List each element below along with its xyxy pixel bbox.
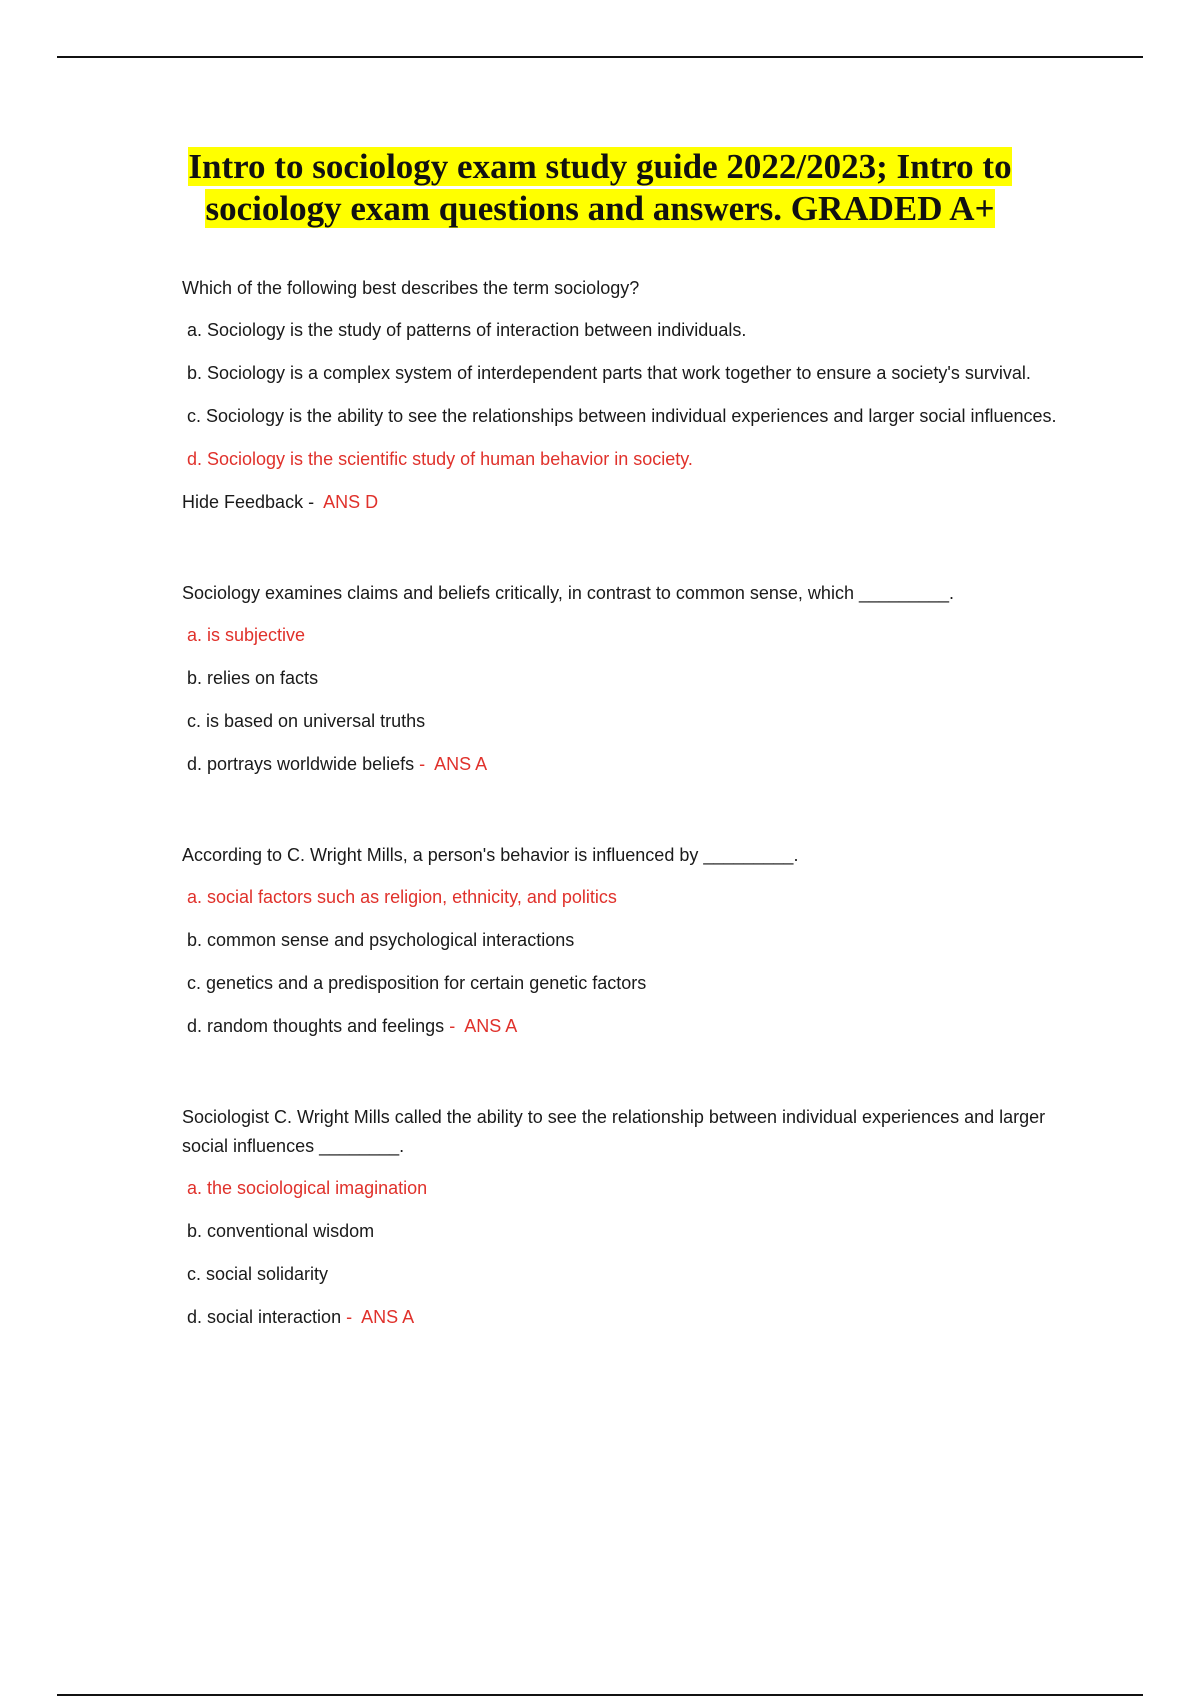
option-c: c. Sociology is the ability to see the relationships between individual experiences and larger social influences.: [187, 406, 1057, 426]
question-4: [182, 1103, 1082, 1332]
option-d: [187, 1303, 1082, 1332]
bottom-rule: [57, 1694, 1143, 1696]
title-block: [150, 146, 1050, 230]
option-c: c. genetics and a predisposition for certain genetic factors: [187, 973, 647, 993]
question-text: Sociologist C. Wright Mills called the ability to see the relationship between individual experiences and larger social influences ________.: [182, 1107, 1046, 1156]
question-text: According to C. Wright Mills, a person's behavior is influenced by _________.: [182, 845, 799, 865]
answer-separator: -: [346, 1307, 353, 1327]
feedback-line: [182, 488, 1082, 517]
question-text: Which of the following best describes the term sociology?: [182, 278, 640, 298]
questions-list: [182, 274, 1082, 1394]
option-d-text: d. portrays worldwide beliefs: [187, 754, 415, 774]
option-c: c. social solidarity: [187, 1264, 329, 1284]
hide-feedback-label[interactable]: Hide Feedback -: [182, 492, 315, 512]
option-d-correct: d. Sociology is the scientific study of human behavior in society.: [187, 449, 693, 469]
answer-separator: -: [449, 1016, 456, 1036]
answer-separator: -: [419, 754, 426, 774]
option-d-text: d. social interaction: [187, 1307, 342, 1327]
option-a: a. Sociology is the study of patterns of interaction between individuals.: [187, 320, 747, 340]
option-a-correct: a. social factors such as religion, ethnicity, and politics: [187, 887, 617, 907]
option-a-correct: a. the sociological imagination: [187, 1178, 428, 1198]
answer-key: ANS A: [361, 1307, 415, 1327]
question-text: Sociology examines claims and beliefs critically, in contrast to common sense, which _________.: [182, 583, 955, 603]
top-rule: [57, 56, 1143, 58]
question-2: [182, 579, 1082, 779]
question-1: [182, 274, 1082, 517]
option-d: [187, 750, 1082, 779]
option-b: b. Sociology is a complex system of interdependent parts that work together to ensure a society's survival.: [187, 363, 1031, 383]
answer-key: ANS D: [323, 492, 379, 512]
option-b: b. conventional wisdom: [187, 1221, 375, 1241]
answer-key: ANS A: [464, 1016, 518, 1036]
document-title: Intro to sociology exam study guide 2022/2023; Intro to sociology exam questions and answers. GRADED A+: [188, 147, 1012, 228]
option-a-correct: a. is subjective: [187, 625, 306, 645]
option-d-text: d. random thoughts and feelings: [187, 1016, 445, 1036]
option-c: c. is based on universal truths: [187, 711, 426, 731]
option-d: [187, 1012, 1082, 1041]
option-b: b. common sense and psychological interactions: [187, 930, 575, 950]
answer-key: ANS A: [434, 754, 488, 774]
option-b: b. relies on facts: [187, 668, 319, 688]
question-3: [182, 841, 1082, 1041]
